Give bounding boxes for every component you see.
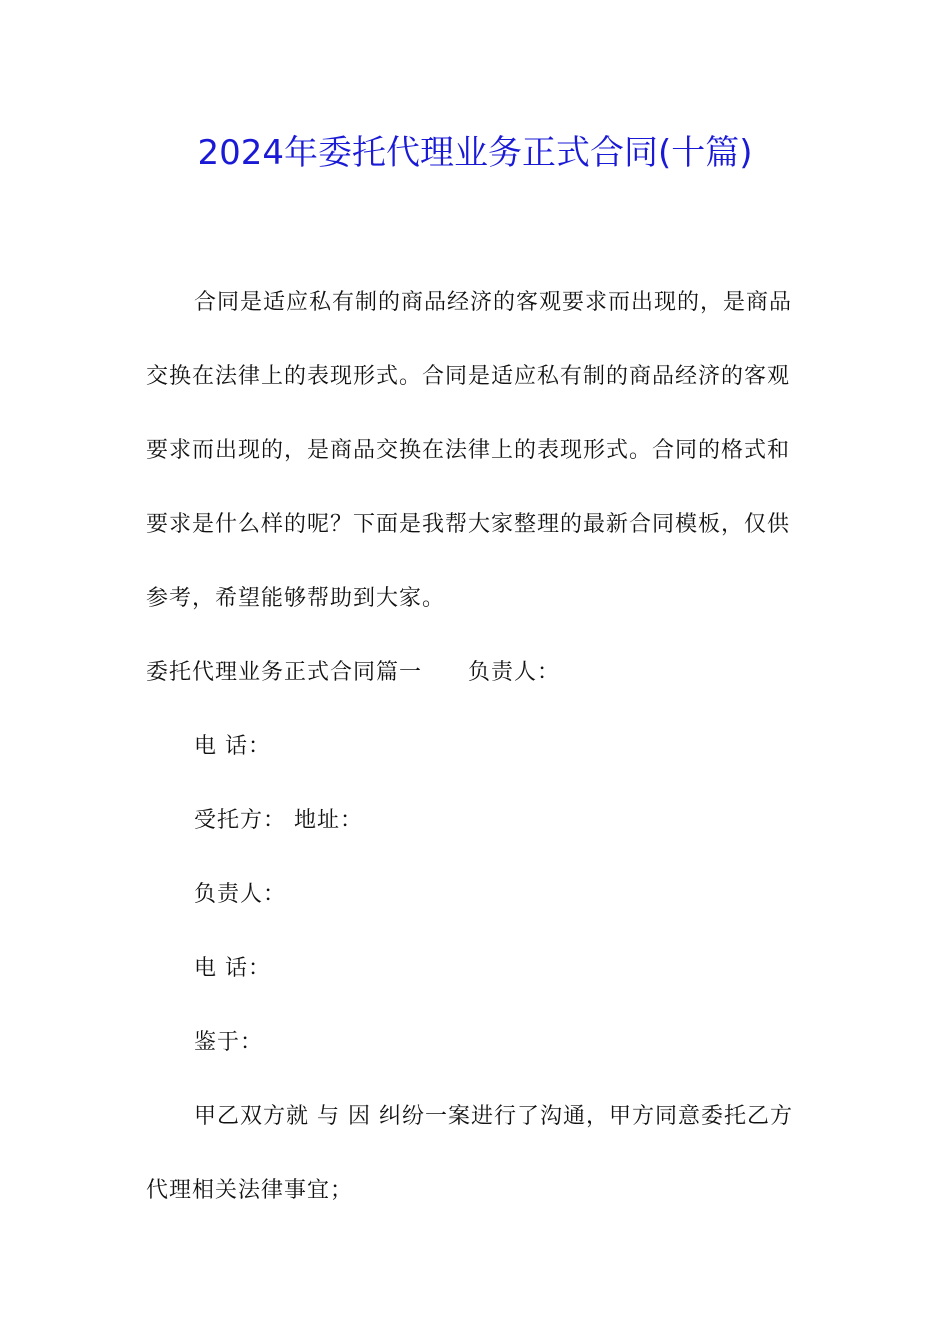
section-heading-line <box>146 636 811 710</box>
section-heading: 委托代理业务正式合同篇一 <box>146 660 423 685</box>
clause-paragraph: 甲乙双方就 与 因 纠纷一案进行了沟通，甲方同意委托乙方代理相关法律事宜； <box>146 1104 793 1203</box>
phone-field-2: 电 话： <box>194 956 271 981</box>
responsible-person-field: 负责人： <box>194 882 287 907</box>
document-title: 2024年委托代理业务正式合同(十篇) <box>197 133 753 173</box>
intro-paragraph: 合同是适应私有制的商品经济的客观要求而出现的，是商品交换在法律上的表现形式。合同是适应私有制的商品经济的客观要求而出现的，是商品交换在法律上的表现形式。合同的格式和要求是什么样的呢？下面是我帮大家整理的最新合同模板，仅供参考，希望能够帮助到大家。 <box>146 290 793 611</box>
responsible-person-label: 负责人： <box>468 660 561 685</box>
trustee-address-field: 受托方： 地址： <box>194 808 363 833</box>
phone-field-1: 电 话： <box>194 734 271 759</box>
whereas-field: 鉴于： <box>194 1030 264 1055</box>
document-body <box>146 266 811 1228</box>
